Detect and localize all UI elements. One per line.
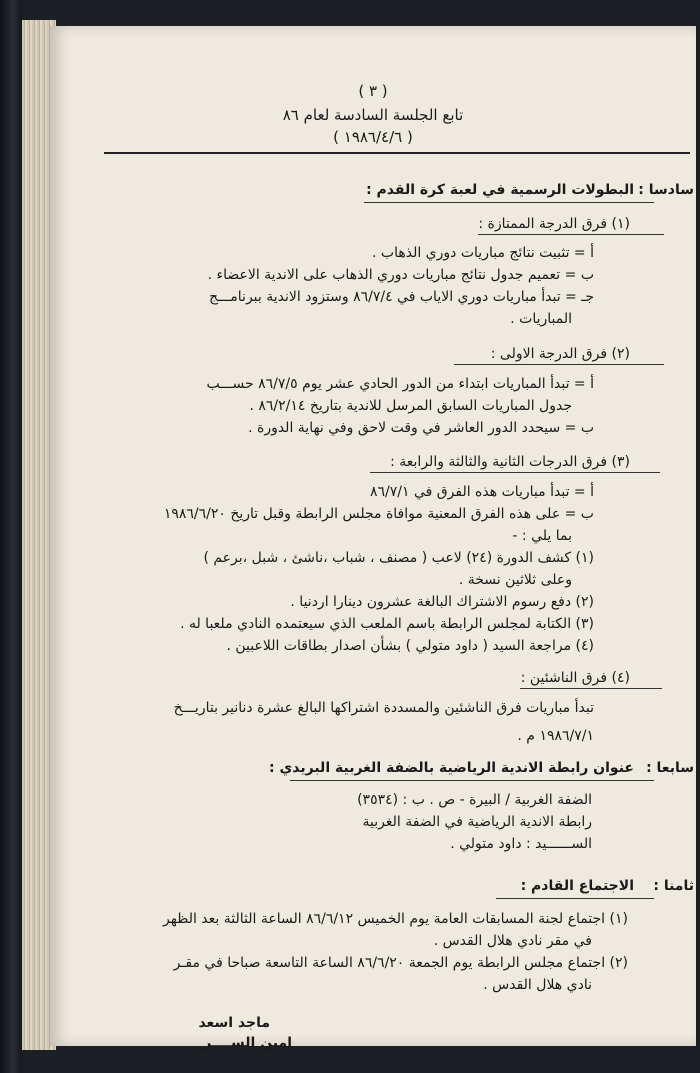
g3-title: (٣) فرق الدرجات الثانية والثالثة والرابعة : — [390, 454, 630, 470]
meeting-2-cont: نادي هلال القدس . — [483, 977, 592, 993]
g3-sub-3: (٣) الكتابة لمجلس الرابطة باسم الملعب الذي سيعتمده النادي ملعبا له . — [180, 616, 594, 632]
address-line-3: الســــــيد : داود متولي . — [450, 836, 592, 852]
section8-title: الاجتماع القادم : — [520, 878, 634, 894]
g3-sub-1: (١) كشف الدورة (٢٤) لاعب ( مصنف ، شباب ،ناشئ ، شبل ،برعم ) — [203, 550, 594, 566]
address-line-1: الضفة الغربية / البيرة - ص . ب : (٣٥٣٤) — [357, 792, 592, 808]
g1-item-c-cont: المباريات . — [510, 311, 572, 327]
meeting-2: (٢) اجتماع مجلس الرابطة يوم الجمعة ٨٦/٦/٢٠ الساعة التاسعة صباحا في مقـر — [173, 955, 628, 971]
g1-underline — [478, 234, 664, 235]
section6-title: البطولات الرسمية في لعبة كرة القدم : — [366, 182, 634, 198]
book-binding — [0, 0, 22, 1073]
g1-item-c: جـ = تبدأ مباريات دوري الاياب في ٨٦/٧/٤ وستزود الاندية ببرنامـــج — [208, 289, 594, 305]
g2-item-a-cont: جدول المباريات السابق المرسل للاندية بتاريخ ٨٦/٢/١٤ . — [249, 398, 572, 414]
g3-sub-2: (٢) دفع رسوم الاشتراك البالغة عشرون دينارا اردنيا . — [290, 594, 594, 610]
signatory-role: امين الســــر — [203, 1035, 292, 1051]
g4-title: (٤) فرق الناشئين : — [520, 670, 630, 686]
page-number: ( ٣ ) — [358, 82, 388, 100]
g3-item-b: ب = على هذه الفرق المعنية موافاة مجلس الرابطة وقبل تاريخ ١٩٨٦/٦/٢٠ — [163, 506, 594, 522]
section7-underline — [290, 780, 654, 781]
session-title: تابع الجلسة السادسة لعام ٨٦ — [282, 106, 464, 124]
g1-item-b: ب = تعميم جدول نتائج مباريات دوري الذهاب على الاندية الاعضاء . — [207, 267, 594, 283]
g4-line-2: ١٩٨٦/٧/١ م . — [517, 728, 594, 744]
header-divider — [104, 152, 690, 154]
g2-underline — [454, 364, 664, 365]
meeting-1-cont: في مقر نادي هلال القدس . — [433, 933, 592, 949]
section6-label: سادسا : — [638, 182, 694, 198]
section8-label: ثامنا : — [653, 878, 694, 894]
g2-title: (٢) فرق الدرجة الاولى : — [490, 346, 630, 362]
g4-line-1: تبدأ مباريات فرق الناشئين والمسددة اشتراكها البالغ عشرة دنانير بتاريـــخ — [173, 700, 594, 716]
session-date: ( ١٩٨٦/٤/٦ ) — [333, 128, 413, 146]
g3-item-a: أ = تبدأ مباريات هذه الفرق في ٨٦/٧/١ — [370, 484, 594, 500]
meeting-1: (١) اجتماع لجنة المسابقات العامة يوم الخميس ٨٦/٦/١٢ الساعة الثالثة بعد الظهر — [163, 911, 628, 927]
address-line-2: رابطة الاندية الرياضية في الضفة الغربية — [362, 814, 592, 830]
g1-title: (١) فرق الدرجة الممتازة : — [478, 216, 630, 232]
g2-item-b: ب = سيحدد الدور العاشر في وقت لاحق وفي نهاية الدورة . — [248, 420, 594, 436]
section6-underline — [364, 202, 654, 203]
section8-underline — [496, 898, 654, 899]
g3-item-b-cont: بما يلي : - — [512, 528, 572, 544]
signatory-name: ماجد اسعد — [198, 1015, 270, 1031]
g3-underline — [370, 472, 660, 473]
g2-item-a: أ = تبدأ المباريات ابتداء من الدور الحادي عشر يوم ٨٦/٧/٥ حســـب — [206, 376, 594, 392]
g4-underline — [520, 688, 662, 689]
g3-sub-1-cont: وعلى ثلاثين نسخة . — [458, 572, 572, 588]
section7-label: سابعا : — [646, 760, 694, 776]
g3-sub-4: (٤) مراجعة السيد ( داود متولي ) بشأن اصدار بطاقات اللاعبين . — [226, 638, 594, 654]
g1-item-a: أ = تثبيت نتائج مباريات دوري الذهاب . — [372, 245, 594, 261]
document-page — [50, 26, 696, 1051]
section7-title: عنوان رابطة الاندية الرياضية بالضفة الغربية البريدي : — [268, 760, 634, 776]
